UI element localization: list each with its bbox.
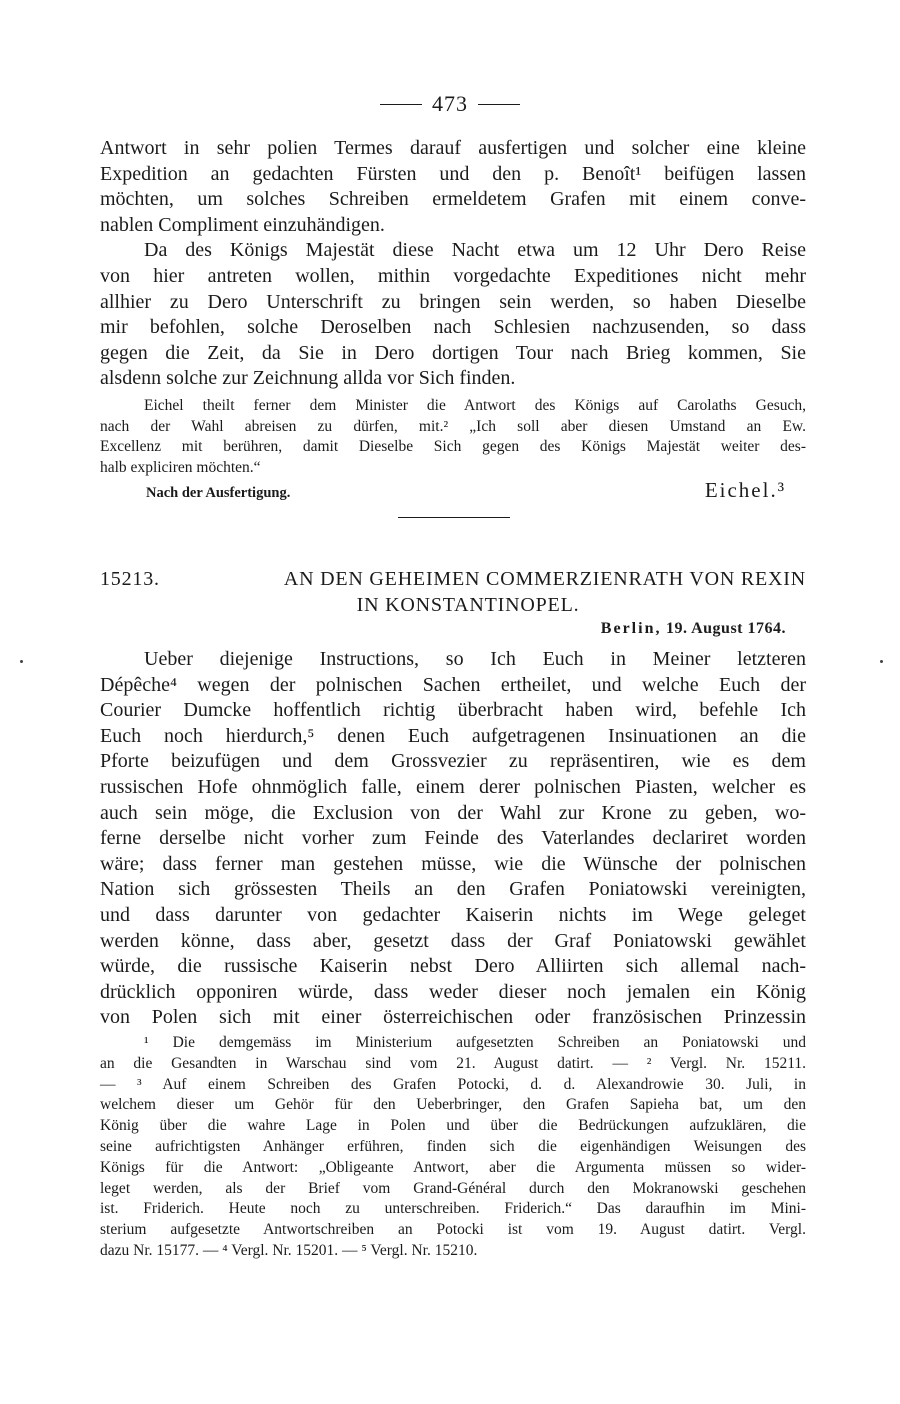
letter-line: wäre; dass ferner man gestehen müsse, wie die Wünsche der polnischen xyxy=(100,852,806,875)
footnote-line: — ³ Auf einem Schreiben des Grafen Potocki, d. d. Alexandrowie 30. Juli, in xyxy=(100,1075,806,1093)
letter-body xyxy=(100,647,806,1031)
intro-paragraphs xyxy=(100,136,806,392)
intro-line: Da des Königs Majestät diese Nacht etwa um 12 Uhr Dero Reise xyxy=(144,239,806,262)
letter-line: von Polen sich mit einer österreichischen oder französischen Prinzessin xyxy=(100,1006,806,1029)
footnote-line: Königs für die Antwort: „Obligeante Antwort, aber die Argumenta müssen so wider- xyxy=(100,1158,806,1176)
note-line: halb expliciren möchten.“ xyxy=(100,458,261,476)
footnote-line: leget werden, als der Brief vom Grand-Général durch den Mokranowski geschehen xyxy=(100,1179,806,1197)
letter-line: Dépêche⁴ wegen der polnischen Sachen ertheilet, und welche Euch der xyxy=(100,673,806,696)
letter-line: Ueber diejenige Instructions, so Ich Euch in Meiner letzteren xyxy=(144,648,806,670)
intro-line: mir befohlen, solche Deroselben nach Schlesien nachzusenden, so dass xyxy=(100,316,806,339)
intro-line: von hier antreten wollen, mithin vorgedachte Expeditiones nicht mehr xyxy=(100,264,806,287)
source-row xyxy=(146,478,786,506)
letter-line: werden könne, dass aber, gesetzt dass der Graf Poniatowski gewählet xyxy=(100,929,806,952)
footnote-line: welchem dieser um Gehör für den Ueberbringer, den Grafen Sapieha bat, um den xyxy=(100,1096,806,1114)
footnote-line: ist. Friderich. Heute noch zu unterschreiben. Friderich.“ Das daraufhin im Mini- xyxy=(100,1200,806,1218)
note-line: nach der Wahl abreisen zu dürfen, mit.² „Ich soll aber diesen Umstand an Ew. xyxy=(100,417,806,435)
intro-line: Antwort in sehr polien Termes darauf ausfertigen und solcher eine kleine xyxy=(100,137,806,159)
letter-number: 15213. xyxy=(100,568,160,590)
letter-heading-line-2: IN KONSTANTINOPEL. xyxy=(356,594,580,616)
margin-speck-right xyxy=(880,660,883,663)
note-line: Eichel theilt ferner dem Minister die Antwort des Königs auf Carolaths Gesuch, xyxy=(144,397,806,414)
margin-speck-left xyxy=(20,660,23,663)
page-header xyxy=(0,88,900,120)
footnote-line: König über die wahre Lage in Polen und über die Bedrückungen aufzuklären, die xyxy=(100,1117,806,1135)
page-number: 473 xyxy=(432,91,468,116)
letter-line: Euch noch hierdurch,⁵ denen Euch aufgetragenen Insinuationen an die xyxy=(100,724,806,747)
letter-line: drücklich opponiren würde, dass weder dieser noch jemalen ein König xyxy=(100,980,806,1003)
dateline-place: Berlin, xyxy=(600,620,662,637)
footnote-line: ¹ Die demgemäss im Ministerium aufgesetzten Schreiben an Poniatowski und xyxy=(144,1034,806,1051)
letter-line: auch sein möge, die Exclusion von der Wahl zur Krone zu geben, wo- xyxy=(100,801,806,824)
intro-line: nablen Compliment einzuhändigen. xyxy=(100,213,385,236)
signature: Eichel.³ xyxy=(704,478,786,502)
header-dash-left xyxy=(380,104,422,105)
header-dash-right xyxy=(478,104,520,105)
letter-line: Nation sich grössesten Theils an den Grafen Poniatowski vereinigten, xyxy=(100,878,806,901)
dateline-date: 19. August 1764. xyxy=(665,620,786,637)
letter-line: Pforte beizufügen und dem Grossvezier zu repräsentiren, wie es dem xyxy=(100,750,806,773)
dateline xyxy=(540,620,786,638)
footnote-line: sterium aufgesetzte Antwortschreiben an Potocki ist vom 19. August datirt. Vergl. xyxy=(100,1221,806,1239)
letter-line: russischen Hofe ohnmöglich falle, einem derer polnischen Piasten, welcher es xyxy=(100,775,806,798)
footnote-line: dazu Nr. 15177. — ⁴ Vergl. Nr. 15201. — ⁵ Vergl. Nr. 15210. xyxy=(100,1241,478,1259)
footnotes xyxy=(100,1033,806,1262)
section-divider xyxy=(398,517,510,518)
letter-line: und dass darunter von gedachter Kaiserin nichts im Wege geleget xyxy=(100,903,806,926)
letter-line: ferne derselbe nicht vorher zum Feinde des Vaterlandes declariret worden xyxy=(100,827,806,850)
editorial-note xyxy=(100,396,806,478)
letter-line: Courier Dumcke hoffentlich richtig überbracht haben wird, befehle Ich xyxy=(100,699,806,722)
letter-line: würde, die russische Kaiserin nebst Dero Alliirten sich allemal nach- xyxy=(100,955,806,978)
source-note: Nach der Ausfertigung. xyxy=(146,485,291,501)
footnote-line: an die Gesandten in Warschau sind vom 21. August datirt. — ² Vergl. Nr. 15211. xyxy=(100,1054,806,1072)
letter-heading-line-1: AN DEN GEHEIMEN COMMERZIENRATH VON REXIN xyxy=(283,568,806,590)
footnote-line: seine aufrichtigsten Anhänger erführen, finden sich die eigenhändigen Weisungen des xyxy=(100,1137,806,1155)
letter-heading xyxy=(100,566,806,618)
intro-line: möchten, um solches Schreiben ermeldetem Grafen mit einem conve- xyxy=(100,188,806,211)
intro-line: alsdenn solche zur Zeichnung allda vor Sich finden. xyxy=(100,367,516,390)
intro-line: Expedition an gedachten Fürsten und den p. Benoît¹ beifügen lassen xyxy=(100,162,806,185)
note-line: Excellenz mit berühren, damit Dieselbe Sich gegen des Königs Majestät weiter des- xyxy=(100,438,806,455)
intro-line: gegen die Zeit, da Sie in Dero dortigen Tour nach Brieg kommen, Sie xyxy=(100,341,806,364)
intro-line: allhier zu Dero Unterschrift zu bringen sein werden, so haben Dieselbe xyxy=(100,290,806,313)
